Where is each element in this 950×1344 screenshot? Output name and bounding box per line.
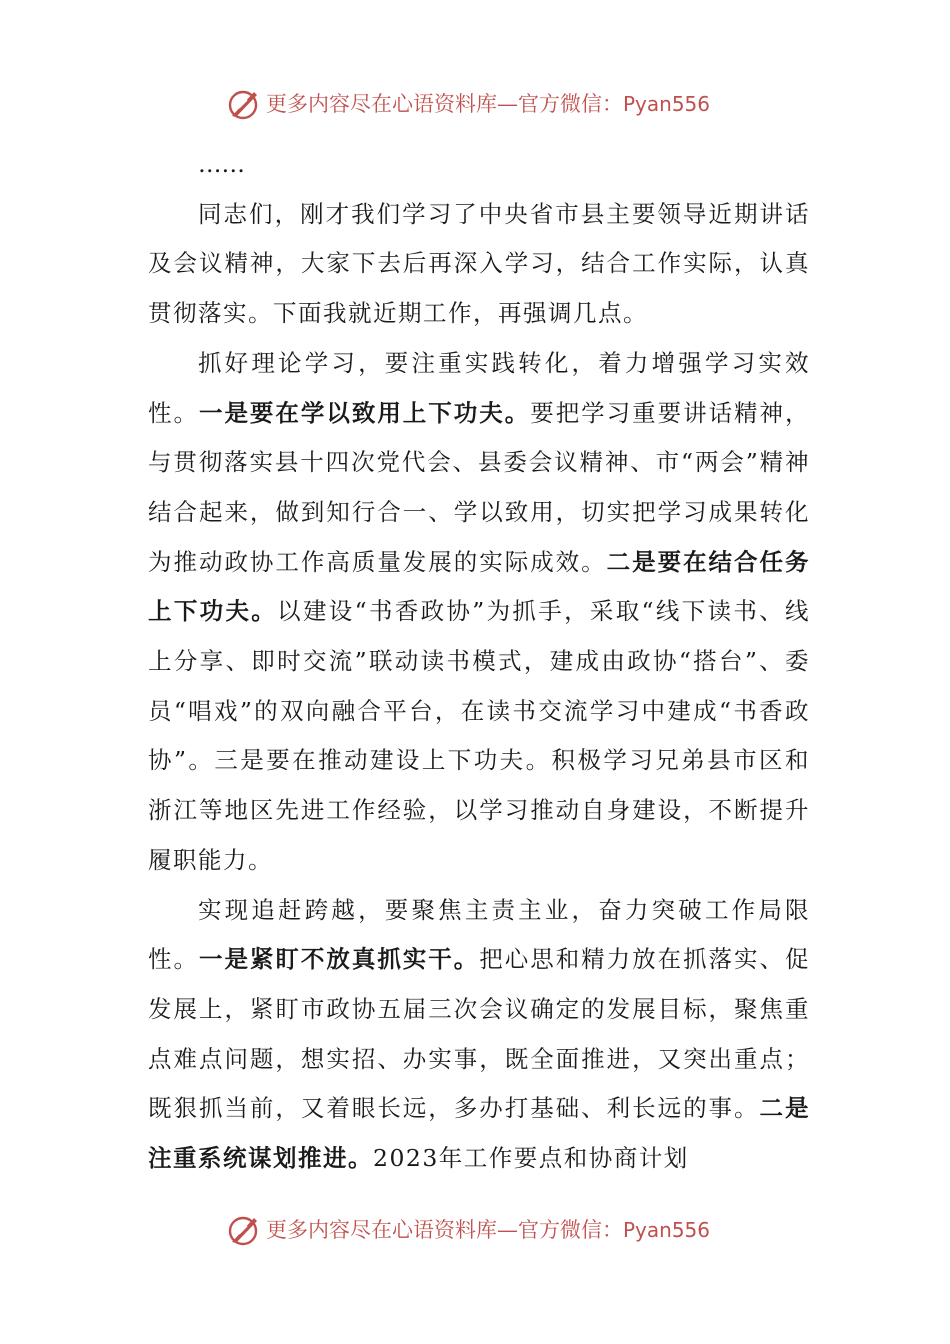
quill-logo-icon xyxy=(226,1212,262,1248)
paragraph-theory-study: 抓好理论学习，要注重实践转化，着力增强学习实效性。一是要在学以致用上下功夫。要把学习重要讲话精神，与贯彻落实县十四次党代会、县委会议精神、市“两会”精神结合起来，做到知行合一、学以致用，切实把学习成果转化为推动政协工作高质量发展的实际成效。二是要在结合任务上下功夫。以建设“书香政协”为抓手，采取“线下读书、线上分享、即时交流”联动读书模式，建成由政协“搭台”、委员“唱戏”的双向融合平台，在读书交流学习中建成“书香政协”。三是要在推动建设上下功夫。积极学习兄弟县市区和浙江等地区先进工作经验，以学习推动自身建设，不断提升履职能力。 xyxy=(148,348,811,874)
document-body xyxy=(148,140,810,1184)
bold-point-2: 二是要在结合任务上下功夫。 xyxy=(148,547,811,626)
bold-point-1: 一是要在学以致用上下功夫。 xyxy=(198,398,531,427)
header-banner-text: 更多内容尽在心语资料库—官方微信：Pyan556 xyxy=(266,92,711,116)
footer-banner-text: 更多内容尽在心语资料库—官方微信：Pyan556 xyxy=(266,1218,711,1242)
quill-logo-icon xyxy=(226,86,262,122)
ellipsis-line: …… xyxy=(198,150,245,178)
paragraph-catch-up: 实现追赶跨越，要聚焦主责主业，奋力突破工作局限性。一是紧盯不放真抓实干。把心思和精力放在抓落实、促发展上，紧盯市政协五届三次会议确定的发展目标，聚焦重点难点问题，想实招、办实事，既全面推进，又突出重点；既狠抓当前，又着眼长远，多办打基础、利长远的事。二是注重系统谋划推进。2023年工作要点和协商计划 xyxy=(148,895,811,1173)
paragraph-intro: 同志们，刚才我们学习了中央省市县主要领导近期讲话及会议精神，大家下去后再深入学习，结合工作实际，认真贯彻落实。下面我就近期工作，再强调几点。 xyxy=(148,199,810,328)
wechat-id: Pyan556 xyxy=(623,92,711,116)
header-banner xyxy=(0,82,950,126)
footer-banner xyxy=(0,1208,950,1252)
bold-point-3: 一是紧盯不放真抓实干。 xyxy=(198,945,480,974)
bold-point-4: 二是注重系统谋划推进。 xyxy=(148,1094,811,1173)
wechat-id: Pyan556 xyxy=(623,1218,711,1242)
